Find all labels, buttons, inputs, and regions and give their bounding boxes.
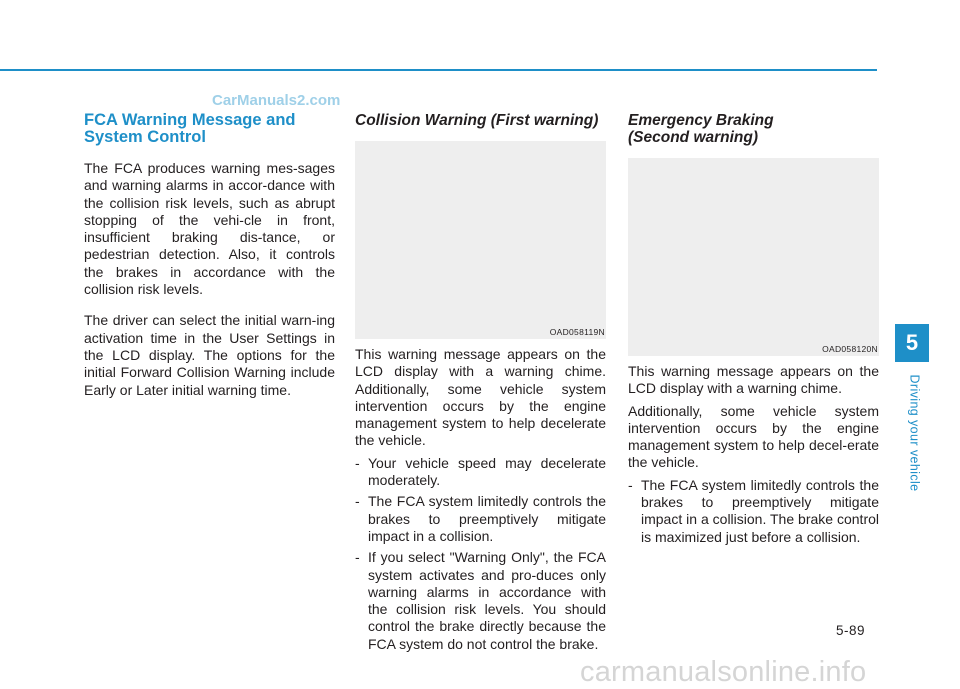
header-rule (0, 69, 877, 71)
list-item: - The FCA system limitedly controls the brakes to preemptively mitigate impact in a collision. The brake control is maximized just before a collision. (628, 476, 879, 545)
bullet-list-second-warning (628, 477, 879, 546)
figure-lcd-emergency-braking (628, 158, 879, 356)
paragraph-driver-settings: The driver can select the initial warn-ing activation time in the User Settings in the LCD display. The options for the initial Forward Collision Warning include Early or Later initial warning time. (84, 312, 335, 398)
paragraph-fca-intro: The FCA produces warning mes-sages and warning alarms in accor-dance with the collision risk levels, such as abrupt stopping of the vehi-cle in front, insufficient braking dis-tance, or pedestrian detection. Also, it controls the brakes in accordance with the collision risk levels. (84, 160, 335, 298)
paragraph-second-warning: This warning message appears on the LCD display with a warning chime. (628, 363, 879, 397)
list-item: - If you select "Warning Only", the FCA system activates and pro-duces only warning alarms in accordance with the collision risk levels. You should control the brake directly because the FCA system do not control the brake. (355, 549, 606, 652)
section-heading-collision-warning: Collision Warning (First warning) (355, 112, 599, 129)
page-number: 5-89 (836, 623, 866, 638)
paragraph-first-warning: This warning message appears on the LCD display with a warning chime. Additionally, some vehicle system intervention occurs by the engine management system to help decelerate the vehicle. (355, 346, 606, 449)
watermark-carmanualsonline: carmanualsonline.info (580, 656, 867, 688)
list-dash: - (628, 476, 633, 493)
paragraph-system-intervention: Additionally, some vehicle system intervention occurs by the engine management system to help decel-erate the vehicle. (628, 402, 879, 471)
list-item: - The FCA system limitedly controls the brakes to preemptively mitigate impact in a collision. (355, 493, 606, 544)
list-dash: - (355, 454, 360, 471)
bullet-list-first-warning (355, 455, 606, 653)
list-dash: - (355, 493, 360, 510)
section-heading-emergency-braking: Emergency Braking (Second warning) (628, 112, 774, 146)
column-emergency-braking (628, 112, 879, 550)
watermark-carmanuals2: CarManuals2.com (212, 92, 341, 109)
figure-lcd-collision-warning (355, 141, 606, 339)
column-fca-warning-control (84, 112, 335, 413)
figure-code: OAD058119N (549, 327, 605, 337)
section-heading-fca-warning: FCA Warning Message and System Control (84, 111, 296, 146)
chapter-title-vertical: Driving your vehicle (908, 374, 923, 492)
list-item: - Your vehicle speed may decelerate moderately. (355, 454, 606, 489)
list-dash: - (355, 549, 360, 566)
column-collision-warning (355, 112, 606, 657)
figure-code: OAD058120N (822, 344, 878, 354)
chapter-number-tab: 5 (895, 324, 929, 362)
